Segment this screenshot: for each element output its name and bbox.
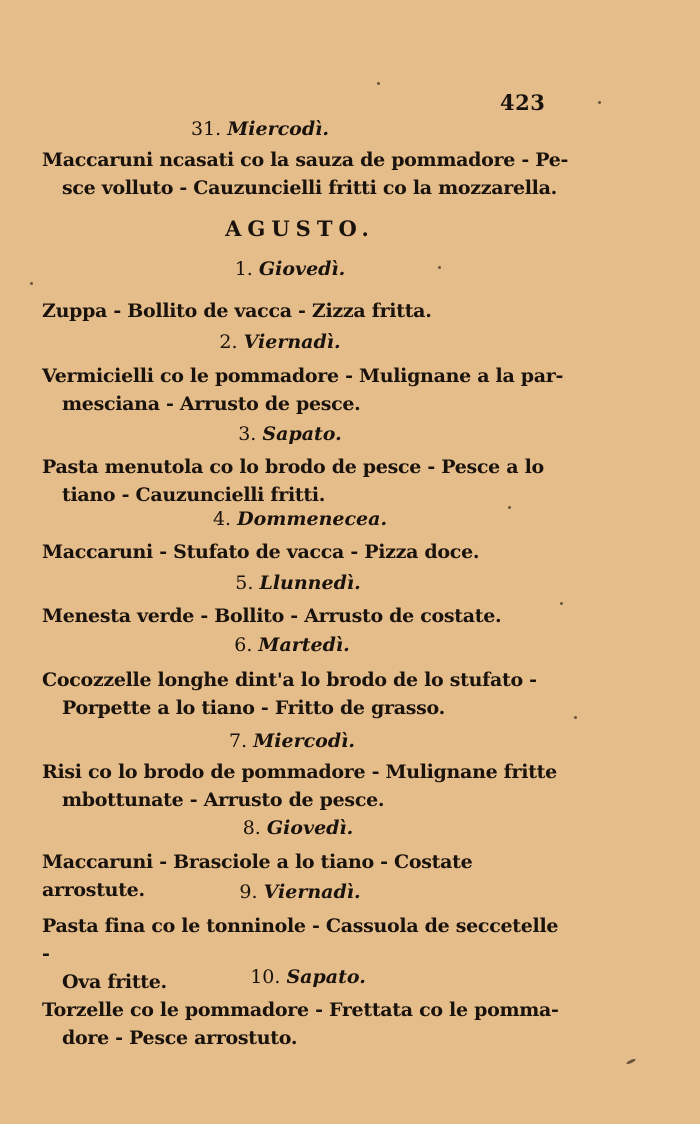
day-number: 3.: [238, 423, 257, 445]
print-speck: [377, 82, 380, 85]
day-heading: [0, 508, 650, 530]
menu-line: Risi co lo brodo de pommadore - Mulignane fritte: [42, 761, 557, 783]
day-menu: [42, 453, 572, 509]
day-menu: [42, 666, 572, 722]
menu-line: Maccaruni - Stufato de vacca - Pizza doce.: [42, 541, 480, 563]
print-speck: [574, 716, 577, 719]
menu-line: Pasta fina co le tonninole - Cassuola de seccetelle -: [42, 915, 559, 965]
menu-line: Zuppa - Bollito de vacca - Zizza fritta.: [42, 300, 432, 322]
menu-line-continued: tiano - Cauzuncielli fritti.: [62, 484, 326, 506]
day-name: Miercodì.: [253, 730, 355, 752]
day-heading: [0, 966, 658, 988]
print-speck: [560, 602, 563, 605]
menu-line-continued: mbottunate - Arrusto de pesce.: [62, 789, 385, 811]
day-number: 6.: [234, 634, 253, 656]
menu-line: Pasta menutola co lo brodo de pesce - Pesce a lo: [42, 456, 544, 478]
day-name: Giovedì.: [258, 258, 346, 280]
month-title: AGUSTO.: [225, 216, 375, 241]
menu-line-continued: sce volluto - Cauzuncielli fritti co la mozzarella.: [62, 177, 557, 199]
menu-line: Torzelle co le pommadore - Frettata co le pomma-: [42, 999, 559, 1021]
day-heading: [0, 730, 642, 752]
day-name: Martedì.: [258, 634, 350, 656]
menu-line: Cocozzelle longhe dint'a lo brodo de lo stufato -: [42, 669, 537, 691]
day-heading: [0, 817, 648, 839]
day-menu: [42, 362, 572, 418]
day-heading: [0, 634, 642, 656]
day-number: 7.: [229, 730, 248, 752]
day-heading: [0, 881, 650, 903]
day-name: Sapato.: [286, 966, 366, 988]
day-menu: [42, 996, 572, 1052]
day-menu: [42, 297, 572, 325]
print-speck: [626, 1058, 636, 1065]
day-menu: [42, 602, 572, 630]
menu-line: Maccaruni ncasati co la sauza de pommadore - Pe-: [42, 149, 569, 171]
day-heading: [0, 258, 640, 280]
day-heading: [0, 331, 630, 353]
day-number: 4.: [212, 508, 232, 530]
day-name: Viernadì.: [263, 881, 361, 903]
day-name: Llunnedì.: [259, 572, 361, 594]
day-menu: [42, 538, 572, 566]
day-name: Viernadì.: [243, 331, 341, 353]
print-speck: [598, 101, 601, 104]
day-menu: [42, 146, 572, 202]
day-number: 8.: [242, 817, 261, 839]
print-speck: [438, 266, 441, 269]
menu-line: Maccaruni - Brasciole a lo tiano - Costate arrostute.: [42, 851, 473, 901]
menu-line: Menesta verde - Bollito - Arrusto de costate.: [42, 605, 502, 627]
day-name: Miercodì.: [227, 118, 329, 140]
page-number: 423: [500, 90, 546, 115]
day-number: 1.: [234, 258, 253, 280]
day-heading: [0, 572, 648, 594]
print-speck: [30, 282, 33, 285]
day-number: 2.: [219, 331, 238, 353]
menu-line-continued: dore - Pesce arrostuto.: [62, 1027, 298, 1049]
day-name: Sapato.: [262, 423, 342, 445]
menu-line-continued: mesciana - Arrusto de pesce.: [62, 393, 361, 415]
day-name: Dommenecea.: [237, 508, 388, 530]
day-heading: [0, 423, 640, 445]
day-number: 31.: [191, 118, 222, 140]
menu-line-continued: Ova fritte.: [62, 971, 167, 993]
day-heading: [0, 118, 610, 140]
day-number: 10.: [250, 966, 281, 988]
menu-line-continued: Porpette a lo tiano - Fritto de grasso.: [62, 697, 445, 719]
day-name: Giovedì.: [266, 817, 354, 839]
day-number: 9.: [239, 881, 258, 903]
day-menu: [42, 758, 572, 814]
day-number: 5.: [235, 572, 254, 594]
print-speck: [508, 506, 511, 509]
menu-line: Vermicielli co le pommadore - Mulignane a la par-: [42, 365, 564, 387]
